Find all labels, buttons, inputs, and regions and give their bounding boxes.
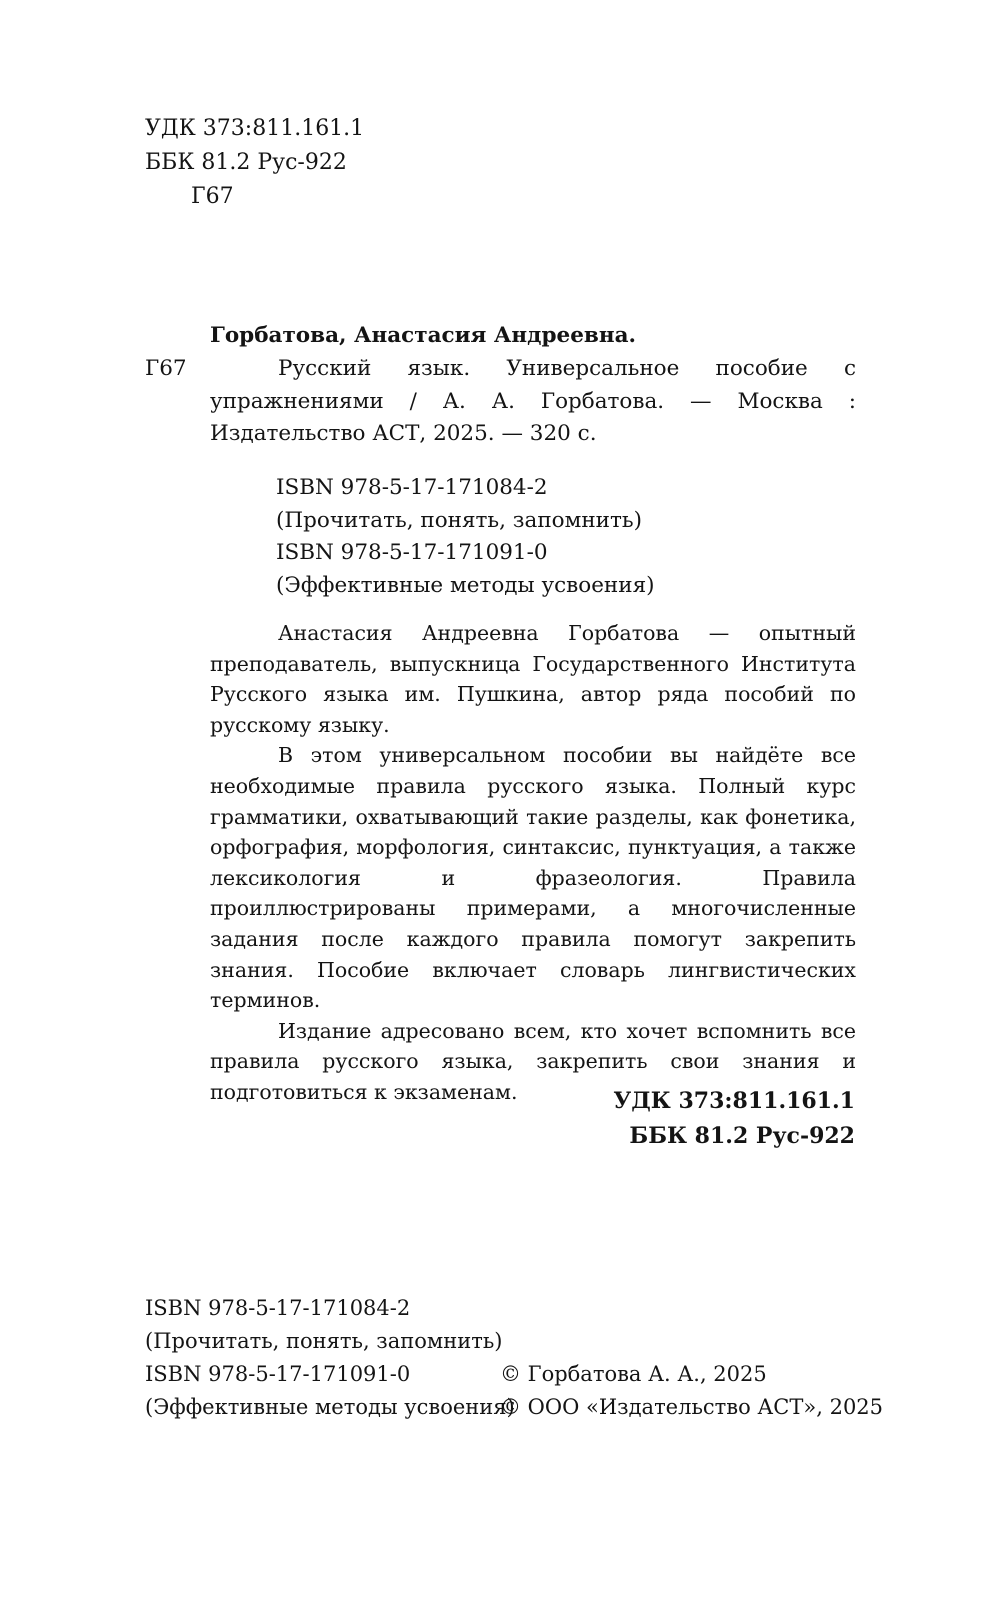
catalog-card-author: Горбатова, Анастасия Андреевна. [210,323,636,348]
isbn-series-2: (Эффективные методы усвоения) [276,572,655,598]
isbn-block [276,472,655,602]
author-sign-code: Г67 [191,184,234,209]
bottom-isbn-series-2: (Эффективные методы усвоения) [145,1395,515,1419]
udk-right-line: УДК 373:811.161.1 [613,1088,855,1114]
annotation-paragraph-1: Анастасия Андреевна Горбатова — опытный преподаватель, выпускница Государственного Института Русского языка им. Пушкина, автор ряда пособий по русскому языку. [210,621,856,737]
bottom-imprint-block [145,1292,925,1424]
bbk-top-line: ББК 81.2 Рус-922 [145,150,347,175]
catalog-card-code: Г67 [145,355,187,381]
isbn-series-1: (Прочитать, понять, запомнить) [276,507,642,533]
annotation-paragraph-2: В этом универсальном пособии вы найдёте все необходимые правила русского языка. Полный курс грамматики, охватывающий такие разделы, как фонетика, орфография, морфология, синтаксис, пунктуация, а также лексикология и фразеология. Правила проиллюстрированы примерами, а многочисленные задания после каждого правила помогут закрепить знания. Пособие включает словарь лингвистических терминов. [210,743,856,1013]
annotation-block [210,618,856,1108]
right-codes-block [145,1084,855,1153]
bottom-isbn-series-1: (Прочитать, понять, запомнить) [145,1329,503,1353]
bottom-row-4 [145,1391,925,1424]
catalog-card-description: Русский язык. Универсальное пособие с упражнениями / А. А. Горбатова. — Москва : Издательство АСТ, 2025. — 320 с. [210,355,856,447]
bottom-isbn-2: ISBN 978-5-17-171091-0 [145,1362,411,1386]
udk-top-line: УДК 373:811.161.1 [145,116,365,141]
copyright-publisher: © ООО «Издательство АСТ», 2025 [500,1395,884,1419]
bottom-row-2 [145,1325,925,1358]
bottom-row-1 [145,1292,925,1325]
copyright-author: © Горбатова А. А., 2025 [500,1362,767,1386]
bbk-right-line: ББК 81.2 Рус-922 [629,1122,855,1149]
bottom-row-3 [145,1358,925,1391]
bottom-isbn-1: ISBN 978-5-17-171084-2 [145,1296,411,1320]
catalog-card [145,320,856,451]
isbn-line-1: ISBN 978-5-17-171084-2 [276,475,548,500]
top-codes-block [145,112,364,214]
isbn-line-2: ISBN 978-5-17-171091-0 [276,540,548,566]
annotation-paragraph-3: Издание адресовано всем, кто хочет вспомнить все правила русского языка, закрепить свои знания и подготовиться к экзаменам. [210,1018,856,1104]
